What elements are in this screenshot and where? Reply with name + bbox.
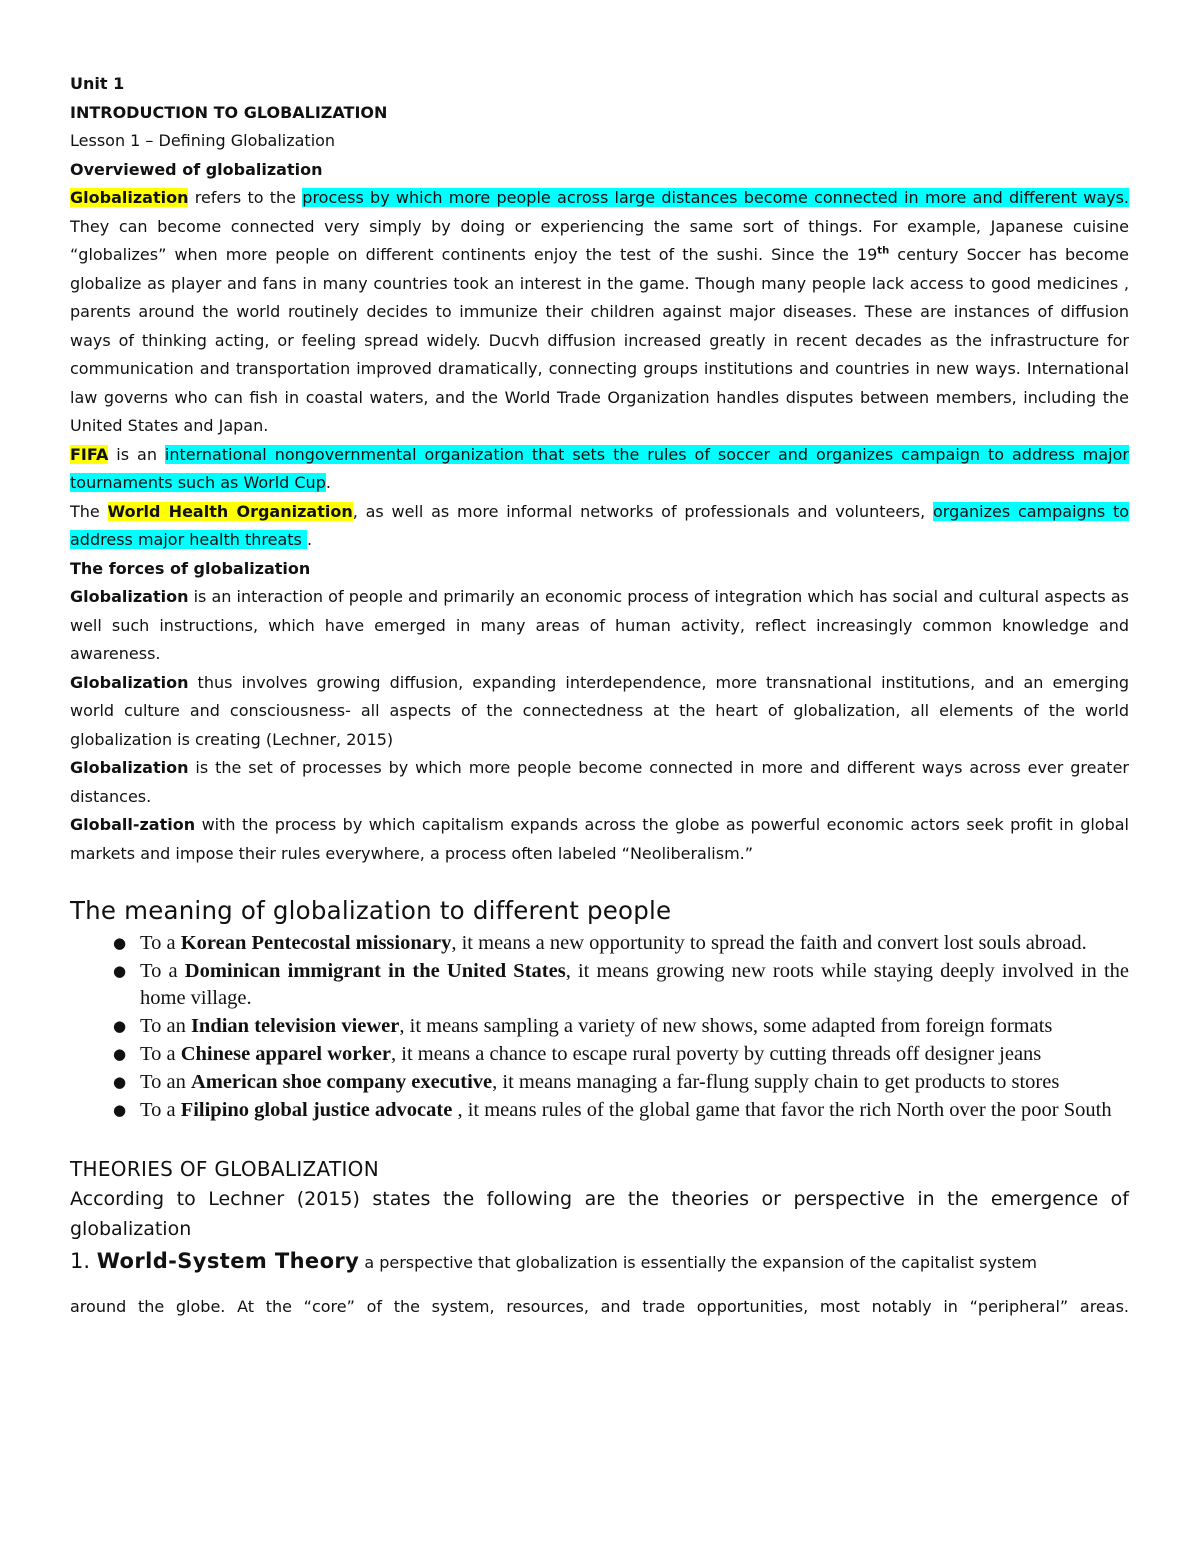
meaning-heading: The meaning of globalization to different people: [70, 896, 672, 925]
list-item: [70, 930, 1129, 957]
unit-title: INTRODUCTION TO GLOBALIZATION: [70, 102, 388, 122]
bullet-icon: ●: [113, 1101, 127, 1119]
list-item-text: , it means growing new roots while staying deeply involved in the home village.: [140, 960, 1129, 1009]
list-item-text: To an: [140, 1015, 191, 1037]
unit-label: Unit 1: [70, 74, 125, 93]
highlighted-definition: organizes campaigns to address major health threats: [70, 501, 1130, 549]
theory-text-continued: around the globe. At the “core” of the system, resources, and trade opportunities, most notably in “peripheral” areas.: [70, 1297, 1129, 1316]
list-item-subject: Korean Pentecostal missionary: [180, 932, 452, 954]
list-item-text: , it means a new opportunity to spread the faith and convert lost souls abroad.: [451, 932, 1087, 954]
list-item-subject: Dominican immigrant in the United States: [184, 960, 566, 982]
paragraph-text: is an interaction of people and primarily an economic process of integration which has social and cultural aspects as well such instructions, which have emerged in many areas of human activity, reflect increasingly common knowledge and awareness.: [70, 587, 1129, 663]
theory-title: World-System Theory: [96, 1249, 360, 1273]
forces-heading: The forces of globalization: [70, 558, 311, 578]
list-number: 1.: [70, 1249, 97, 1273]
paragraph-text: .: [306, 530, 313, 549]
definition-paragraph: [70, 184, 1129, 441]
list-item-text: , it means sampling a variety of new shows, some adapted from foreign formats: [399, 1015, 1053, 1037]
who-term: World Health Organization: [107, 501, 353, 521]
list-item-subject: Filipino global justice advocate: [180, 1099, 453, 1121]
list-item-text: To a: [140, 1099, 181, 1121]
bullet-icon: ●: [113, 1073, 127, 1091]
list-item-subject: Indian television viewer: [190, 1015, 400, 1037]
highlighted-definition: international nongovernmental organization that sets the rules of soccer and organizes campaign to address major tournaments such as World Cup: [70, 444, 1129, 492]
list-item-subject: Chinese apparel worker: [180, 1043, 392, 1065]
highlighted-definition: process by which more people across large distances become connected in more and different ways.: [302, 188, 1130, 207]
list-item: [70, 1041, 1129, 1068]
paragraph-text: .: [325, 473, 331, 492]
list-item: [70, 1097, 1129, 1124]
list-item: [70, 1013, 1129, 1040]
list-item-text: , it means rules of the global game that favor the rich North over the poor South: [452, 1099, 1112, 1121]
paragraph-text: refers to the: [188, 188, 303, 207]
list-item-text: To an: [140, 1071, 191, 1093]
list-item-text: , it means managing a far-flung supply chain to get products to stores: [492, 1071, 1060, 1093]
paragraph-text: They can become connected very simply by doing or experiencing the same sort of things. For example, Japanese cuisine “globalizes” when more people on different continents enjoy the test of the sushi. Since the 19: [70, 216, 1129, 264]
fifa-term: FIFA: [70, 444, 109, 464]
who-paragraph: [70, 498, 1129, 555]
globalization-term: Globalization: [70, 188, 189, 207]
globalization-term: Globall-zation: [70, 815, 196, 834]
paragraph-text: with the process by which capitalism expands across the globe as powerful economic actors seek profit in global markets and impose their rules everywhere, a process often labeled “Neoliberalism.”: [70, 815, 1129, 863]
meaning-list: [70, 930, 1129, 1124]
theories-intro: According to Lechner (2015) states the following are the theories or perspective in the emergence of globalization: [70, 1188, 1129, 1240]
forces-paragraph: [70, 811, 1129, 868]
overview-heading: Overviewed of globalization: [70, 159, 323, 179]
theories-heading: THEORIES OF GLOBALIZATION: [70, 1157, 379, 1181]
world-system-theory: [70, 1244, 1129, 1280]
list-item-text: To a: [140, 932, 181, 954]
paragraph-text: is the set of processes by which more people become connected in more and different ways across ever greater distances.: [70, 758, 1129, 806]
paragraph-text: century Soccer has become globalize as player and fans in many countries took an interest in the game. Though many people lack access to good medicines , parents around the world routinely decides to immunize their children against major diseases. These are instances of diffusion ways of thinking acting, or feeling spread widely. Ducvh diffusion increased greatly in recent decades as the infrastructure for communication and transportation improved dramatically, connecting groups institutions and countries in new ways. International law governs who can fish in coastal waters, and the World Trade Organization handles disputes between members, including the United States and Japan.: [70, 245, 1129, 435]
bullet-icon: ●: [113, 1017, 127, 1035]
globalization-term: Globalization: [70, 672, 189, 692]
lesson-title: Lesson 1 – Defining Globalization: [70, 131, 336, 150]
forces-paragraph: [70, 669, 1129, 755]
superscript: th: [877, 245, 890, 257]
bullet-icon: ●: [113, 962, 127, 980]
bullet-icon: ●: [113, 934, 127, 952]
paragraph-text: thus involves growing diffusion, expanding interdependence, more transnational institutions, and an emerging world culture and consciousness- all aspects of the connectedness at the heart of globalization, all elements of the world globalization is creating (Lechner, 2015): [70, 672, 1129, 749]
paragraph-text: is an: [108, 444, 165, 464]
fifa-paragraph: [70, 441, 1129, 498]
list-item-text: , it means a chance to escape rural poverty by cutting threads off designer jeans: [391, 1043, 1042, 1065]
forces-paragraph: [70, 754, 1129, 811]
paragraph-text: , as well as more informal networks of professionals and volunteers,: [352, 501, 933, 521]
list-item: [70, 1069, 1129, 1096]
theory-text: a perspective that globalization is essentially the expansion of the capitalist system: [359, 1253, 1037, 1272]
globalization-term: Globalization: [70, 758, 189, 777]
bullet-icon: ●: [113, 1045, 127, 1063]
list-item-text: To a: [140, 960, 185, 982]
list-item-subject: American shoe company executive: [190, 1071, 493, 1093]
list-item: [70, 958, 1129, 1012]
forces-paragraph: [70, 583, 1129, 669]
list-item-text: To a: [140, 1043, 181, 1065]
paragraph-text: The: [70, 501, 108, 521]
globalization-term: Globalization: [70, 587, 189, 606]
